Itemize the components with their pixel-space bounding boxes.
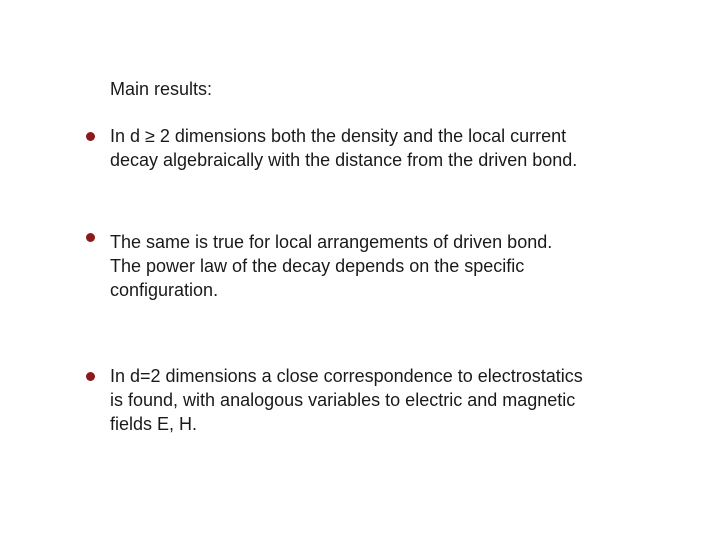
bullet-dot-icon [86,372,95,381]
bullet-line: In d=2 dimensions a close correspondence to electrostatics [110,366,583,386]
bullet-line: decay algebraically with the distance from the driven bond. [110,150,578,170]
bullet-line: The same is true for local arrangements of driven bond. [110,232,553,252]
bullet-text [110,230,650,302]
slide-heading: Main results: [110,79,213,99]
bullet-line: configuration. [110,280,219,300]
bullet-line: The power law of the decay depends on the specific [110,256,525,276]
bullet-line: In d ≥ 2 dimensions both the density and the local current [110,126,567,146]
bullet-text [110,124,650,172]
bullet-line: fields E, H. [110,414,198,434]
bullet-dot-icon [86,132,95,141]
bullet-line: is found, with analogous variables to electric and magnetic [110,390,576,410]
bullet-text [110,364,650,436]
bullet-dot-icon [86,233,95,242]
